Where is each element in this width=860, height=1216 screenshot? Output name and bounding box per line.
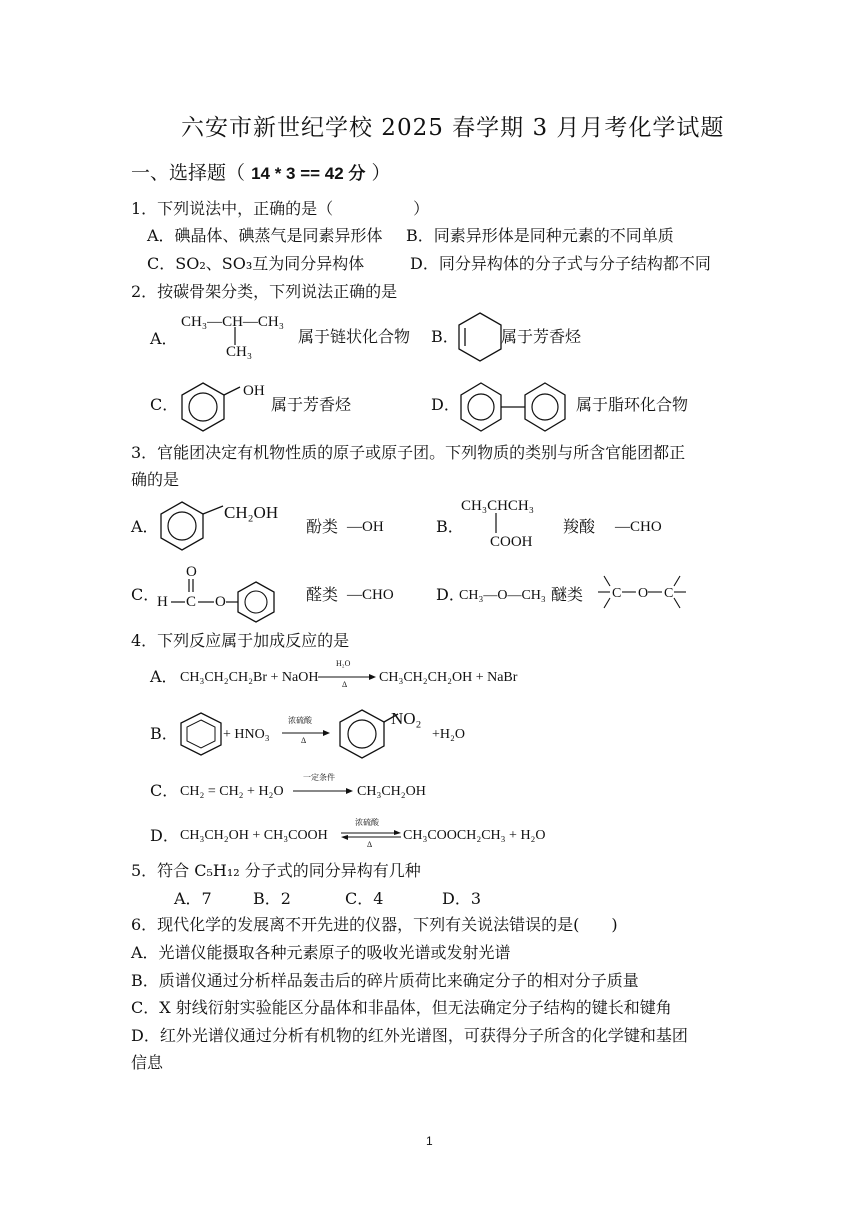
- q3-a-group: —OH: [347, 519, 384, 535]
- q3-a-class: 酚类: [306, 517, 339, 536]
- page-title: 六安市新世纪学校 2025 春学期 3 月月考化学试题: [181, 115, 725, 141]
- q4-d-label: D．: [150, 826, 179, 845]
- q5-stem: 5．符合 C₅H₁₂ 分子式的同分异构有几种: [131, 861, 421, 880]
- q4-c-arrow: [293, 787, 353, 795]
- q4-c-reactants: CH₂ = CH₂ + H₂O: [180, 784, 284, 799]
- q1-option-a: A．碘晶体、碘蒸气是同素异形体: [147, 226, 383, 245]
- q3-c-carbonyl-o: O: [186, 564, 197, 580]
- q2-a-branch: CH₃: [226, 344, 253, 360]
- q2-a-text: 属于链状化合物: [298, 327, 411, 346]
- q4-b-condition-bottom: Δ: [301, 736, 307, 745]
- q5-option-c: C．4: [345, 889, 384, 908]
- q3-b-bottom-formula: COOH: [490, 534, 533, 550]
- q4-c-condition-top: 一定条件: [303, 773, 335, 782]
- q6-option-d-line1: D．红外光谱仪通过分析有机物的红外光谱图，可获得分子所含的化学键和基团: [131, 1026, 688, 1045]
- q4-b-reagent: + HNO₃: [223, 727, 270, 742]
- q1-option-c: C．SO₂、SO₃互为同分异构体: [147, 254, 365, 273]
- q4-b-label: B．: [150, 724, 178, 743]
- q3-c-group: —CHO: [347, 587, 394, 603]
- q3-d-label: D．: [436, 585, 465, 604]
- section-header: [131, 161, 391, 186]
- q6-option-d-line2: 信息: [131, 1053, 164, 1072]
- q6-option-a: A．光谱仪能摄取各种元素原子的吸收光谱或发射光谱: [131, 943, 511, 962]
- q2-a-label: A．: [150, 329, 178, 348]
- q4-d-equilibrium-arrows: [341, 830, 401, 840]
- section-label: 一、选择题（: [131, 162, 246, 184]
- q5-option-d: D．3: [442, 889, 482, 908]
- q2-b-label: B．: [431, 327, 459, 346]
- q4-b-condition-top: 浓硫酸: [288, 716, 312, 725]
- q3-stem-line1: 3．官能团决定有机物性质的原子或原子团。下列物质的类别与所含官能团都正: [131, 443, 686, 462]
- q2-a-main-chain: CH₃—CH—CH₃: [181, 314, 284, 330]
- q3-c-phenyl-formate-structure: [160, 576, 300, 626]
- q3-c-ester-o: O: [215, 594, 226, 610]
- q3-d-class: 醚类: [551, 585, 584, 604]
- q4-d-condition-bottom: Δ: [367, 840, 373, 849]
- q4-c-label: C．: [150, 781, 179, 800]
- q6-stem: 6．现代化学的发展离不开先进的仪器，下列有关说法错误的是( ): [131, 915, 618, 934]
- q3-d-o: O: [638, 586, 649, 601]
- section-close: ）: [371, 162, 391, 184]
- q3-stem-line2: 确的是: [131, 470, 180, 489]
- q2-b-text: 属于芳香烃: [501, 327, 582, 346]
- q3-b-group: —CHO: [615, 519, 662, 535]
- q4-a-condition-bottom: Δ: [342, 680, 348, 689]
- q5-option-b: B．2: [253, 889, 291, 908]
- section-points: 14 * 3 == 42 分: [251, 164, 366, 183]
- q3-c-class: 醛类: [306, 585, 339, 604]
- q4-a-condition-top: H₂O: [336, 659, 351, 668]
- q2-stem: 2．按碳骨架分类，下列说法正确的是: [131, 282, 398, 301]
- q3-b-class: 羧酸: [563, 517, 596, 536]
- q1-stem: 1．下列说法中，正确的是（ ）: [131, 199, 430, 218]
- q3-a-label: A．: [131, 517, 159, 536]
- q3-a-formula: CH₂OH: [224, 503, 279, 522]
- q2-d-biphenyl-structure: [457, 381, 575, 435]
- q3-d-formula: CH₃—O—CH₃: [459, 588, 546, 603]
- q4-a-products: CH₃CH₂CH₂OH + NaBr: [379, 670, 518, 685]
- q3-c-c: C: [186, 594, 197, 610]
- q2-b-cyclohexene-structure: [455, 311, 505, 365]
- q3-c-label: C．: [131, 585, 160, 604]
- q1-option-b: B．同素异形体是同种元素的不同单质: [406, 226, 674, 245]
- q3-c-h: H: [157, 594, 168, 610]
- q2-c-text: 属于芳香烃: [271, 395, 352, 414]
- q6-option-c: C．X 射线衍射实验能区分晶体和非晶体，但无法确定分子结构的键长和键角: [131, 998, 672, 1017]
- q4-d-condition-top: 浓硫酸: [355, 818, 379, 827]
- q3-a-benzyl-alcohol-structure: [157, 500, 231, 554]
- q3-b-top-formula: CH₃CHCH₃: [461, 498, 534, 514]
- q4-d-reactants: CH₃CH₂OH + CH₃COOH: [180, 828, 328, 843]
- q4-stem: 4．下列反应属于加成反应的是: [131, 631, 350, 650]
- q6-option-b: B．质谱仪通过分析样品轰击后的碎片质荷比来确定分子的相对分子质量: [131, 971, 639, 990]
- q4-d-products: CH₃COOCH₂CH₃ + H₂O: [403, 828, 546, 843]
- q4-b-benzene-structure: [177, 711, 225, 757]
- q4-b-nitro-group: NO₂: [391, 709, 422, 728]
- q2-d-label: D．: [431, 395, 460, 414]
- q4-b-water: +H₂O: [432, 727, 465, 742]
- q4-a-reactants: CH₃CH₂CH₂Br + NaOH: [180, 670, 319, 685]
- page-number: 1: [426, 1134, 433, 1148]
- q3-b-label: B．: [436, 517, 464, 536]
- q3-d-c2: C: [664, 586, 674, 601]
- q2-c-label: C．: [150, 395, 179, 414]
- q2-c-oh-group: OH: [243, 383, 265, 399]
- q4-a-label: A．: [150, 667, 178, 686]
- q2-d-text: 属于脂环化合物: [576, 395, 689, 414]
- q3-d-c1: C: [612, 586, 622, 601]
- q4-c-products: CH₃CH₂OH: [357, 784, 426, 799]
- q5-option-a: A．7: [174, 889, 212, 908]
- q1-option-d: D．同分异构体的分子式与分子结构都不同: [410, 254, 711, 273]
